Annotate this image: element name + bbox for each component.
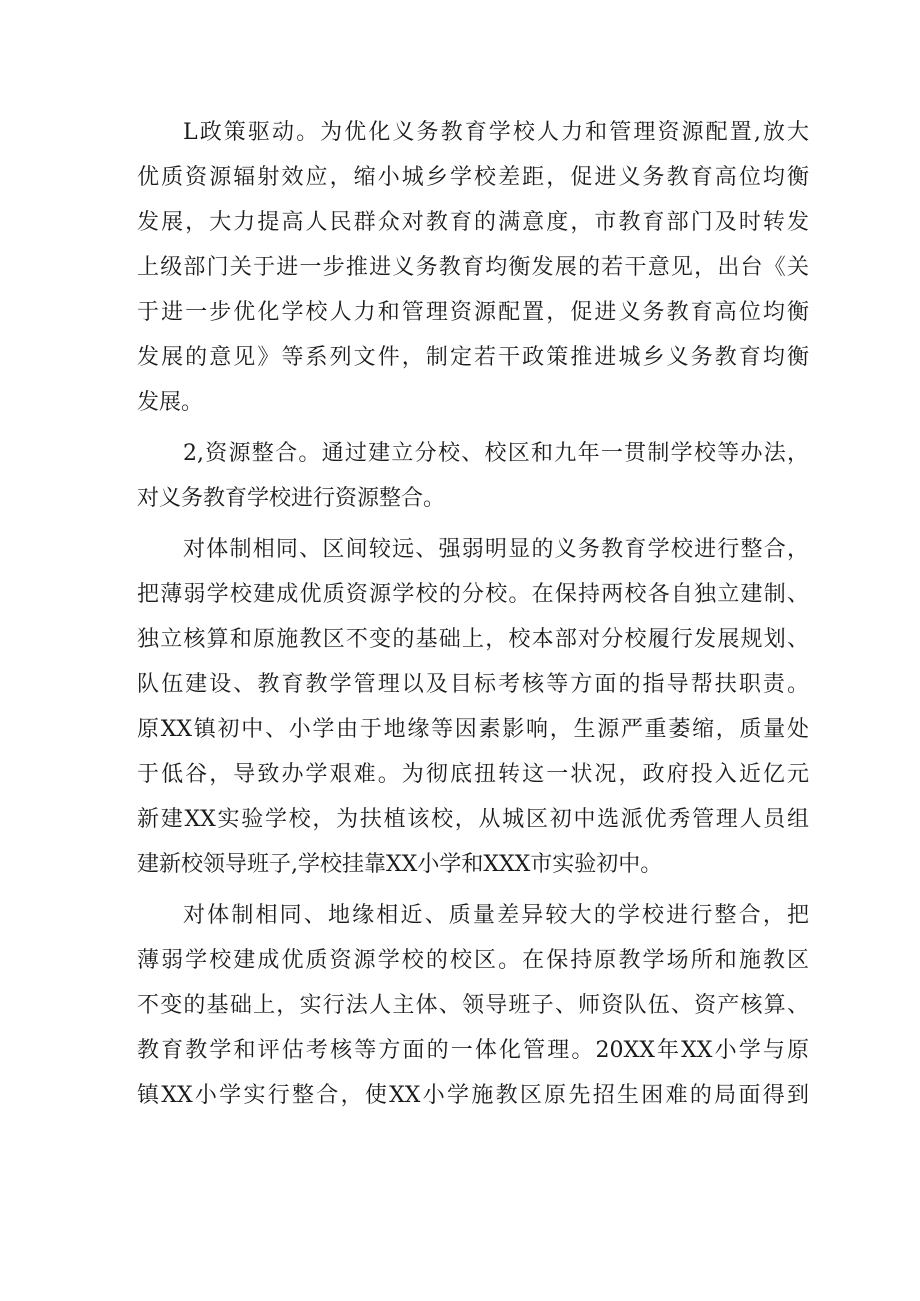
- paragraph-campus-integration: [137, 893, 809, 1118]
- text-line: 建新校领导班子,学校挂靠XX小学和XXX市实验初中。: [137, 852, 663, 877]
- text-line: 新建XX实验学校，为扶植该校，从城区初中选派优秀管理人员组: [137, 807, 809, 832]
- text-line: 于进一步优化学校人力和管理资源配置，促进义务教育高位均衡: [137, 300, 809, 325]
- text-line: 教育教学和评估考核等方面的一体化管理。20XX年XX小学与原: [137, 1038, 809, 1063]
- text-line: 2,资源整合。通过建立分校、校区和九年一贯制学校等办法，: [183, 441, 809, 466]
- document-body: [137, 110, 809, 1118]
- text-line: 队伍建设、教育教学管理以及目标考核等方面的指导帮扶职责。: [137, 672, 809, 697]
- text-line: 把薄弱学校建成优质资源学校的分校。在保持两校各自独立建制、: [137, 582, 809, 607]
- text-line: 对体制相同、区间较远、强弱明显的义务教育学校进行整合，: [183, 537, 809, 562]
- text-line: 发展，大力提高人民群众对教育的满意度，市教育部门及时转发: [137, 210, 809, 235]
- text-line: 独立核算和原施教区不变的基础上，校本部对分校履行发展规划、: [137, 627, 809, 652]
- text-line: 发展的意见》等系列文件，制定若干政策推进城乡义务教育均衡: [137, 345, 809, 370]
- text-line: 薄弱学校建成优质资源学校的校区。在保持原教学场所和施教区: [137, 948, 809, 973]
- text-line: 上级部门关于进一步推进义务教育均衡发展的若干意见，出台《关: [137, 255, 809, 280]
- text-line: 对义务教育学校进行资源整合。: [137, 486, 446, 511]
- paragraph-resources: [137, 431, 809, 521]
- paragraph-branch-schools: [137, 527, 809, 887]
- text-line: 发展。: [137, 390, 204, 415]
- text-line: L政策驱动。为优化义务教育学校人力和管理资源配置,放大: [183, 120, 809, 145]
- text-line: 不变的基础上，实行法人主体、领导班子、师资队伍、资产核算、: [137, 993, 809, 1018]
- text-line: 原XX镇初中、小学由于地缘等因素影响，生源严重萎缩，质量处: [137, 717, 809, 742]
- text-line: 对体制相同、地缘相近、质量差异较大的学校进行整合，把: [183, 903, 809, 928]
- paragraph-policy: [137, 110, 809, 425]
- text-line: 于低谷，导致办学艰难。为彻底扭转这一状况，政府投入近亿元: [137, 762, 809, 787]
- text-line: 镇XX小学实行整合，使XX小学施教区原先招生困难的局面得到: [137, 1083, 809, 1108]
- text-line: 优质资源辐射效应，缩小城乡学校差距，促进义务教育高位均衡: [137, 165, 809, 190]
